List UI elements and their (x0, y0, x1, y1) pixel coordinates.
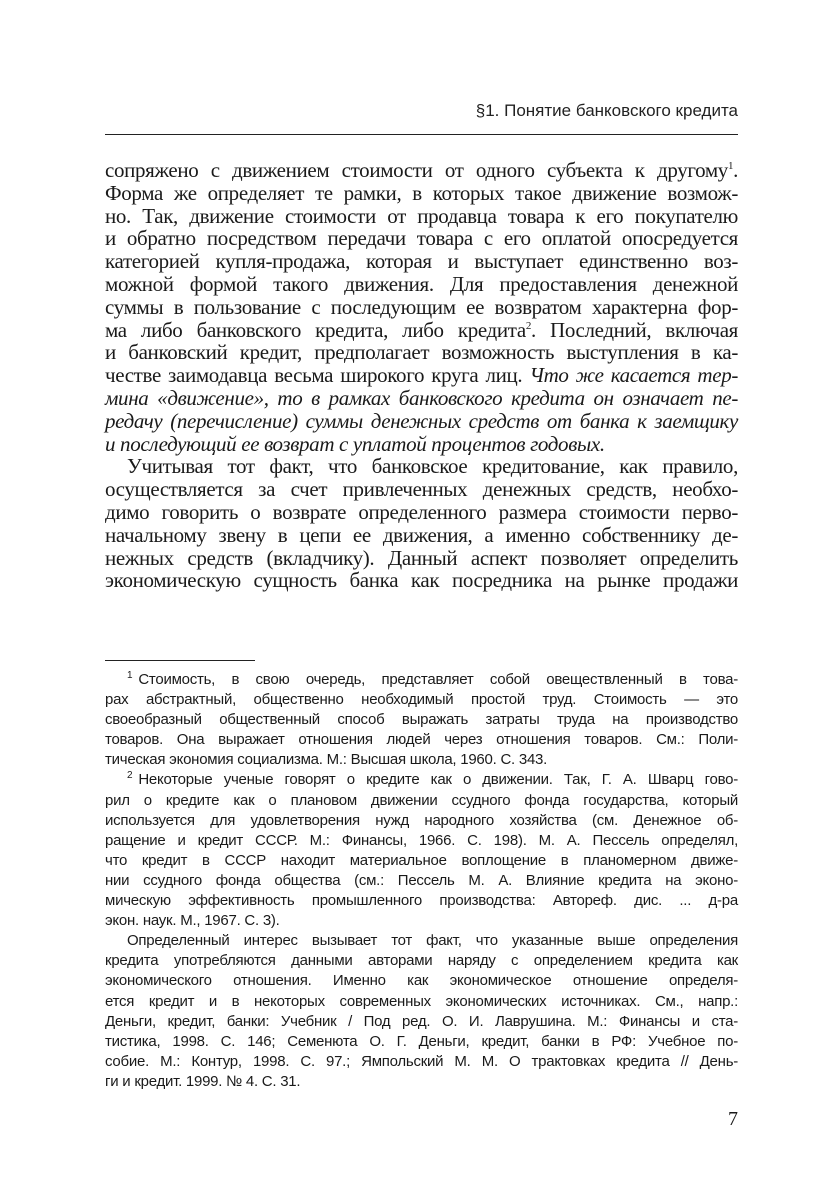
header-rule (105, 134, 738, 135)
text-segment: и обратно посредством передачи товара с его оплатой опосредуется (105, 226, 738, 251)
footnote-line (105, 690, 738, 710)
text-line (105, 182, 738, 205)
text-line (105, 410, 738, 433)
text-line (105, 296, 738, 319)
text-segment: экономическую сущность банка как посредника на рынке продажи (105, 568, 738, 593)
footnote-separator (105, 660, 255, 661)
footnotes (105, 670, 738, 1092)
text-segment: и банковский кредит, предполагает возможность выступления в ка- (105, 340, 738, 365)
footnote-line (105, 750, 738, 770)
footnote-line (105, 1072, 738, 1092)
text-segment: ращение и кредит СССР. М.: Финансы, 1966. С. 198). М. А. Пессель определял, (105, 831, 738, 849)
text-segment: кредита употребляются данными авторами наряду с определением кредита как (105, 952, 738, 970)
text-segment: мическую эффективность промышленного производства: Автореф. дис. ... д-ра (105, 892, 738, 910)
footnote-line (105, 911, 738, 931)
text-segment: . Последний, включая (530, 317, 738, 342)
text-segment: тическая экономия социализма. М.: Высшая школа, 1960. С. 343. (105, 751, 548, 769)
text-segment: рах абстрактный, общественно необходимый простой труд. Стоимость — это (105, 691, 738, 709)
text-line (105, 455, 738, 478)
footnote-line (105, 891, 738, 911)
text-segment: Определенный интерес вызывает тот факт, что указанные выше определения (127, 932, 738, 950)
text-line (105, 159, 738, 182)
text-segment: ма либо банковского кредита, либо кредита (105, 317, 526, 342)
italic-text: Что же касается тер- (529, 363, 738, 388)
main-text (105, 159, 738, 592)
footnote-line (105, 811, 738, 831)
text-line (105, 227, 738, 250)
text-line (105, 273, 738, 296)
text-segment: сопряжено с движением стоимости от одного субъекта к другому (105, 158, 728, 182)
text-segment: честве заимодавца весьма широкого круга лиц. (105, 363, 530, 388)
footnote-line (105, 831, 738, 851)
text-segment: экон. наук. М., 1967. С. 3). (105, 912, 280, 930)
footnote-line (105, 710, 738, 730)
text-segment: используется для удовлетворения нужд народного хозяйства (см. Денежное об- (105, 811, 738, 829)
text-segment: осуществляется за счет привлеченных денежных средств, необхо- (105, 477, 738, 502)
footnote-line (105, 951, 738, 971)
italic-text: мина «движение», то в рамках банковского кредита он означает пе- (105, 385, 738, 410)
text-line (105, 547, 738, 570)
footnote-line (105, 770, 738, 790)
text-segment: Стоимость, в свою очередь, представляет собой овеществленный в това- (138, 671, 738, 688)
text-segment: рил о кредите как о плановом движении ссудного фонда государства, который (105, 791, 738, 809)
text-line (105, 364, 738, 387)
footnote-line (105, 971, 738, 991)
footnote-marker: 2 (127, 770, 133, 782)
italic-text: и последующий ее возврат с уплатой процентов годовых. (105, 431, 605, 456)
text-segment: но. Так, движение стоимости от продавца товара к его покупателю (105, 203, 738, 228)
text-line (105, 387, 738, 410)
footnote-line (105, 1012, 738, 1032)
text-segment: начальному звену в цепи ее движения, а именно собственнику де- (105, 522, 738, 547)
text-line (105, 250, 738, 273)
footnote-line (105, 871, 738, 891)
text-segment: тистика, 1998. С. 146; Семенюта О. Г. Деньги, кредит, банки в РФ: Учебное по- (105, 1032, 738, 1050)
text-segment: Некоторые ученые говорят о кредите как о движении. Так, Г. А. Шварц гово- (138, 771, 738, 789)
text-line (105, 205, 738, 228)
italic-text: редачу (перечисление) суммы денежных средств от банка к заемщику (105, 408, 738, 433)
text-line (105, 341, 738, 364)
footnote-marker: 2 (525, 319, 531, 332)
footnote-line (105, 670, 738, 690)
footnote-line (105, 1032, 738, 1052)
text-line (105, 501, 738, 524)
text-segment: ги и кредит. 1999. № 4. С. 31. (105, 1072, 301, 1090)
footnote-line (105, 931, 738, 951)
text-line (105, 319, 738, 342)
text-segment: что кредит в СССР находит материальное воплощение в планомерном движе- (105, 851, 738, 869)
text-segment: товаров. Она выражает отношения людей через отношения товаров. См.: Поли- (105, 731, 738, 749)
text-segment: собие. М.: Контур, 1998. С. 97.; Ямпольский М. М. О трактовках кредита // День- (105, 1052, 738, 1070)
text-segment: димо говорить о возврате определенного размера стоимости перво- (105, 499, 738, 524)
text-segment: суммы в пользование с последующим ее возвратом характерна фор- (105, 294, 738, 319)
footnote-line (105, 992, 738, 1012)
text-segment: . (733, 158, 738, 182)
text-line (105, 524, 738, 547)
footnote-marker: 1 (727, 160, 734, 172)
footnote-line (105, 730, 738, 750)
text-segment: можной формой такого движения. Для предоставления денежной (105, 271, 738, 296)
text-segment: нии ссудного фонда общества (см.: Пессель М. А. Влияние кредита на эконо- (105, 871, 738, 889)
text-segment: ется кредит и в некоторых современных экономических источниках. См., напр.: (105, 992, 738, 1010)
footnote-marker: 1 (127, 670, 133, 681)
text-segment: Деньги, кредит, банки: Учебник / Под ред. О. И. Лаврушина. М.: Финансы и ста- (105, 1012, 738, 1030)
text-segment: экономического отношения. Именно как экономическое отношение определя- (105, 972, 738, 990)
footnote-line (105, 791, 738, 811)
text-segment: Форма же определяет те рамки, в которых такое движение возмож- (105, 180, 738, 205)
footnote-line (105, 1052, 738, 1072)
footnote-line (105, 851, 738, 871)
text-segment: Учитывая тот факт, что банковское кредитование, как правило, (127, 454, 738, 479)
text-line (105, 433, 738, 456)
running-header: §1. Понятие банковского кредита (475, 101, 738, 120)
text-segment: своеобразный общественный способ выражать затраты труда на производство (105, 711, 738, 729)
text-segment: категорией купля-продажа, которая и выступает единственно воз- (105, 249, 738, 274)
text-line (105, 569, 738, 592)
page-number: 7 (728, 1108, 738, 1130)
text-segment: нежных средств (вкладчику). Данный аспект позволяет определить (105, 545, 738, 570)
text-line (105, 478, 738, 501)
